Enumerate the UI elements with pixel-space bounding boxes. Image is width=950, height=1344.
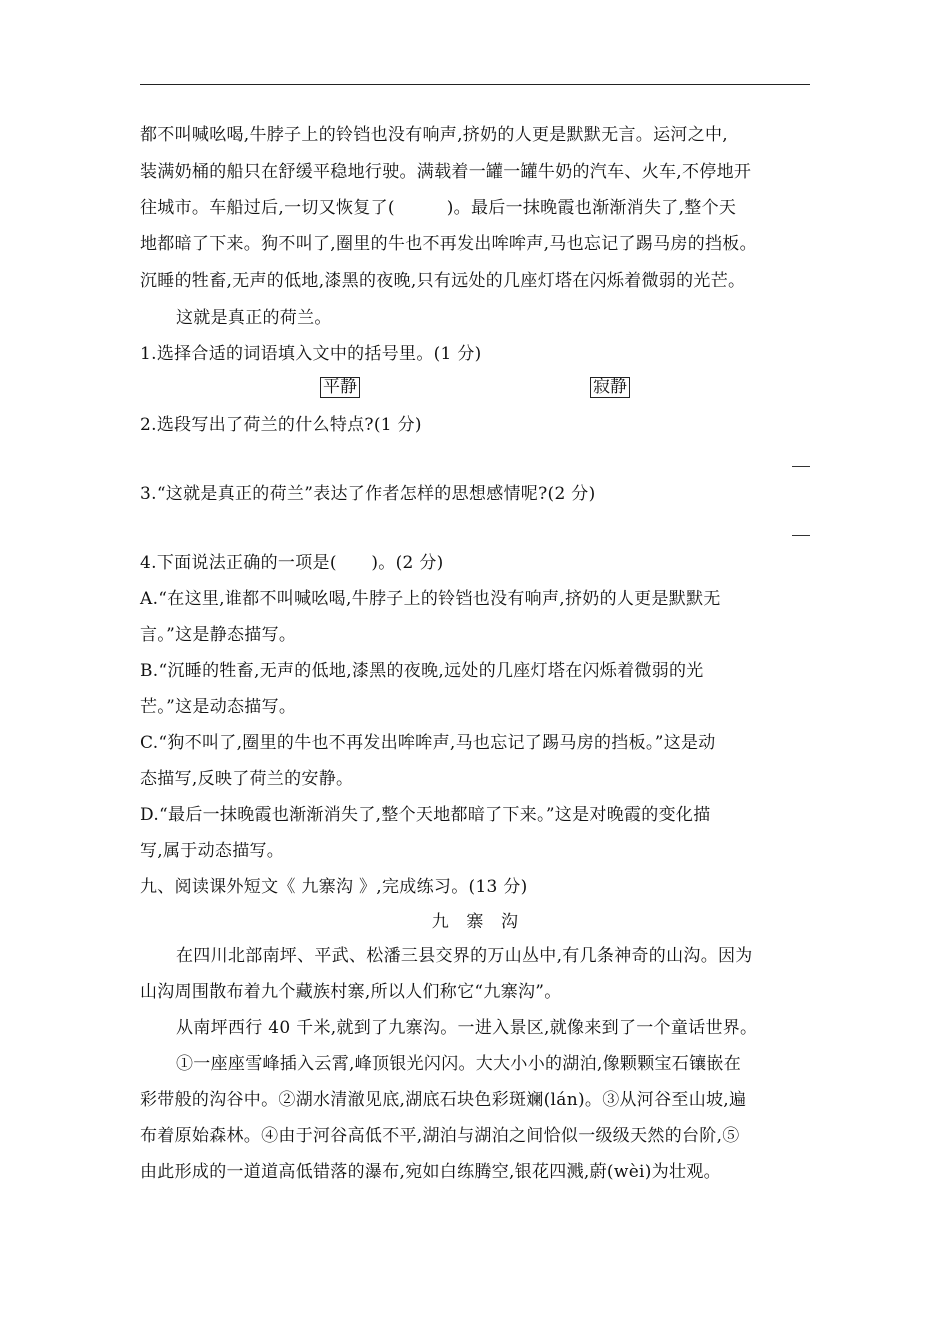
question-2: 2.选段写出了荷兰的什么特点?(1 分) [140, 415, 422, 435]
question-4-option-b: B.“沉睡的牲畜,无声的低地,漆黑的夜晚,远处的几座灯塔在闪烁着微弱的光 [140, 661, 704, 681]
question-4-option-c: C.“狗不叫了,圈里的牛也不再发出哞哞声,马也忘记了踢马房的挡板。”这是动 [140, 733, 716, 753]
question-4-option-b-cont: 芒。”这是动态描写。 [140, 697, 297, 717]
text-line: 沉睡的牲畜,无声的低地,漆黑的夜晚,只有远处的几座灯塔在闪烁着微弱的光芒。 [140, 271, 746, 291]
text-line: 都不叫喊吆喝,牛脖子上的铃铛也没有响声,挤奶的人更是默默无言。运河之中, [140, 125, 729, 145]
text-line: ①一座座雪峰插入云霄,峰顶银光闪闪。大大小小的湖泊,像颗颗宝石镶嵌在 [176, 1054, 742, 1074]
text-line: 山沟周围散布着九个藏族村寨,所以人们称它“九寨沟”。 [140, 982, 562, 1002]
article-title: 九 寨 沟 [431, 912, 519, 932]
question-4-option-a-cont: 言。”这是静态描写。 [140, 625, 297, 645]
text-line: 这就是真正的荷兰。 [176, 308, 332, 328]
option-word[interactable]: 平静 [320, 377, 360, 398]
question-3: 3.“这就是真正的荷兰”表达了作者怎样的思想感情呢?(2 分) [140, 484, 596, 504]
text-line: 由此形成的一道道高低错落的瀑布,宛如白练腾空,银花四溅,蔚(wèi)为壮观。 [140, 1162, 721, 1182]
text-line: 布着原始森林。④由于河谷高低不平,湖泊与湖泊之间恰似一级级天然的台阶,⑤ [140, 1126, 740, 1146]
text-line: 往城市。车船过后,一切又恢复了( )。最后一抹晚霞也渐渐消失了,整个天 [140, 198, 737, 218]
section-heading: 九、阅读课外短文《 九寨沟 》,完成练习。(13 分) [140, 877, 528, 897]
answer-line[interactable] [792, 466, 810, 467]
question-4-option-d-cont: 写,属于动态描写。 [140, 841, 285, 861]
text-line: 从南坪西行 40 千米,就到了九寨沟。一进入景区,就像来到了一个童话世界。 [176, 1018, 758, 1038]
question-4-option-d: D.“最后一抹晚霞也渐渐消失了,整个天地都暗了下来。”这是对晚霞的变化描 [140, 805, 711, 825]
question-4: 4.下面说法正确的一项是( )。(2 分) [140, 553, 444, 573]
header-rule [140, 84, 810, 85]
question-4-option-c-cont: 态描写,反映了荷兰的安静。 [140, 769, 354, 789]
question-4-option-a: A.“在这里,谁都不叫喊吆喝,牛脖子上的铃铛也没有响声,挤奶的人更是默默无 [140, 589, 721, 609]
text-line: 地都暗了下来。狗不叫了,圈里的牛也不再发出哞哞声,马也忘记了踢马房的挡板。 [140, 234, 757, 254]
question-1: 1.选择合适的词语填入文中的括号里。(1 分) [140, 344, 482, 364]
text-line: 在四川北部南坪、平武、松潘三县交界的万山丛中,有几条神奇的山沟。因为 [176, 946, 753, 966]
answer-line[interactable] [792, 535, 810, 536]
question-1-options [0, 377, 950, 403]
option-word[interactable]: 寂静 [590, 377, 630, 398]
text-line: 装满奶桶的船只在舒缓平稳地行驶。满载着一罐一罐牛奶的汽车、火车,不停地开 [140, 162, 752, 182]
text-line: 彩带般的沟谷中。②湖水清澈见底,湖底石块色彩斑斓(lán)。③从河谷至山坡,遍 [140, 1090, 747, 1110]
